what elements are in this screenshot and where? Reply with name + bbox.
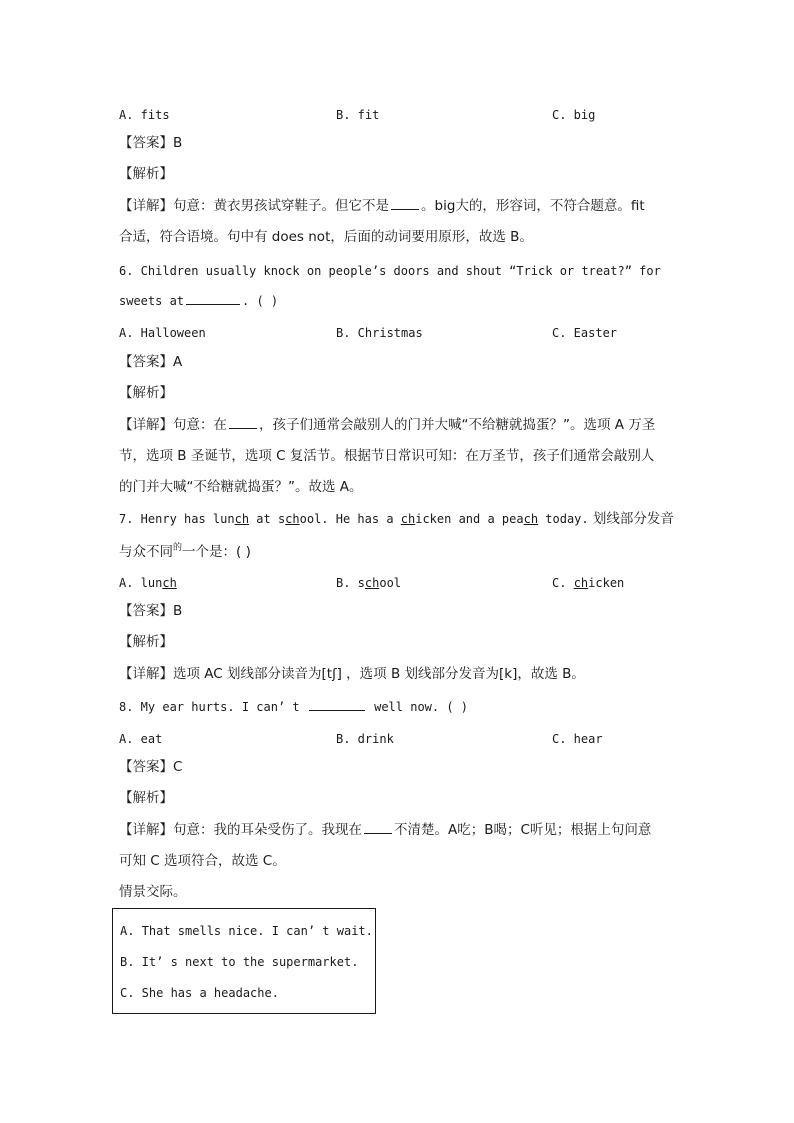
- q5-detail-line-2: 合适，符合语境。句中有 does not，后面的动词要用原形，故选 B。: [119, 229, 533, 245]
- q7-analysis-label: 【解析】: [119, 634, 173, 650]
- box-option-b: B. It’ s next to the supermarket.: [120, 955, 359, 969]
- q8-answer: 【答案】C: [119, 759, 183, 775]
- q8-detail-line-1: 【详解】句意：我的耳朵受伤了。我现在 不清楚。A吃；B喝；C听见；根据上句问意: [119, 822, 652, 838]
- q8-option-b: B. drink: [336, 732, 394, 746]
- q7-detail: 【详解】选项 AC 划线部分读音为[tʃ] ，选项 B 划线部分发音为[k]，故选 B。: [119, 666, 585, 682]
- blank: [186, 292, 240, 305]
- q5-option-b: B. fit: [336, 108, 380, 122]
- q7-answer: 【答案】B: [119, 603, 183, 619]
- q5-analysis-label: 【解析】: [119, 166, 173, 182]
- q8-analysis-label: 【解析】: [119, 790, 173, 806]
- q6-option-c: C. Easter: [552, 326, 618, 340]
- blank: [309, 698, 365, 711]
- q6-stem-line-2: sweets at . ( ): [119, 294, 279, 308]
- q6-answer: 【答案】A: [119, 354, 183, 370]
- blank: [364, 821, 392, 834]
- blank: [391, 197, 419, 210]
- q8-option-a: A. eat: [119, 732, 163, 746]
- q7-option-b: B. school: [336, 576, 402, 590]
- q6-analysis-label: 【解析】: [119, 385, 173, 401]
- options-box: [112, 908, 376, 1014]
- q6-detail-line-3: 的门并大喊“不给糖就捣蛋？”。故选 A。: [119, 479, 363, 495]
- q8-detail-line-2: 可知 C 选项符合，故选 C。: [119, 853, 286, 869]
- q6-detail-line-1: 【详解】句意：在 ，孩子们通常会敲别人的门并大喊“不给糖就捣蛋？”。选项 A 万圣: [119, 417, 656, 433]
- box-option-c: C. She has a headache.: [120, 986, 279, 1000]
- q6-detail-line-2: 节，选项 B 圣诞节，选项 C 复活节。根据节日常识可知：在万圣节，孩子们通常会敲别人: [119, 448, 655, 464]
- q6-stem-line-1: 6. Children usually knock on people’s doors and shout “Trick or treat?” for: [119, 264, 661, 278]
- q7-stem-line-2: 与众不同$^的$一个是：( ): [119, 543, 251, 560]
- q8-option-c: C. hear: [552, 732, 603, 746]
- q5-detail-line-1: 【详解】句意：黄衣男孩试穿鞋子。但它不是 。big大的，形容词，不符合题意。fit: [119, 198, 645, 214]
- q8-stem: 8. My ear hurts. I can’ t well now. ( ): [119, 700, 469, 714]
- q6-option-b: B. Christmas: [336, 326, 423, 340]
- blank: [229, 416, 257, 429]
- q5-option-a: A. fits: [119, 108, 170, 122]
- q5-option-c: C. big: [552, 108, 596, 122]
- q5-answer: 【答案】B: [119, 135, 183, 151]
- box-option-a: A. That smells nice. I can’ t wait.: [120, 924, 373, 938]
- q6-option-a: A. Halloween: [119, 326, 206, 340]
- q7-option-c: C. chicken: [552, 576, 625, 590]
- section-heading: 情景交际。: [119, 884, 187, 900]
- q7-option-a: A. lunch: [119, 576, 177, 590]
- q7-stem-line-1: 7. Henry has lunch at school. He has a chicken and a peach today. 划线部分发音: [119, 511, 674, 527]
